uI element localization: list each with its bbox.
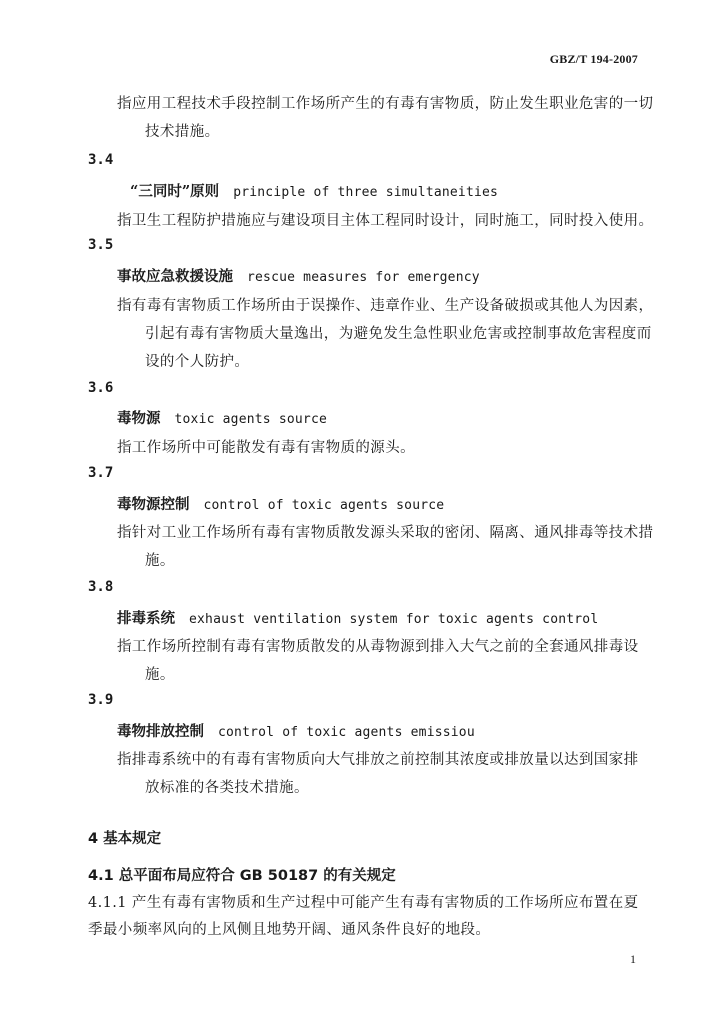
body-text-line <box>145 350 249 371</box>
clause-number <box>88 380 113 396</box>
clause-number <box>88 579 113 595</box>
term-english: principle of three simultaneities <box>233 185 499 200</box>
line-text: 指卫生工程防护措施应与建设项目主体工程同时设计，同时施工，同时投入使用。 <box>117 213 654 229</box>
line-text: 放标准的各类技术措施。 <box>145 780 309 796</box>
line-text: 3.5 <box>88 237 114 253</box>
term-english: control of toxic agents source <box>203 498 445 513</box>
line-text: 施。 <box>145 553 175 569</box>
term-chinese: 毒物排放控制 <box>117 723 204 740</box>
body-text-line <box>145 322 652 343</box>
term-english: exhaust ventilation system for toxic agents control <box>189 612 599 627</box>
line-text: 3.6 <box>88 380 114 396</box>
line-text: 季最小频率风向的上风侧且地势开阔、通风条件良好的地段。 <box>88 922 491 938</box>
clause-number <box>88 465 113 481</box>
clause-paragraph-line <box>88 891 639 912</box>
term-english: control of toxic agents emissiou <box>218 725 475 740</box>
body-text-line <box>145 120 220 141</box>
line-text: 指有毒有害物质工作场所由于误操作、违章作业、生产设备破损或其他人为因素， <box>117 298 654 314</box>
line-text: 指应用工程技术手段控制工作场所产生的有毒有害物质，防止发生职业危害的一切 <box>117 96 654 112</box>
term-heading <box>117 720 475 741</box>
body-text-line <box>145 663 175 684</box>
term-heading <box>117 265 480 286</box>
line-text: 3.4 <box>88 152 114 168</box>
term-english: rescue measures for emergency <box>247 270 480 285</box>
line-text: 指针对工业工作场所有毒有害物质散发源头采取的密闭、隔离、通风排毒等技术措 <box>117 525 654 541</box>
line-text: 指工作场所控制有毒有害物质散发的从毒物源到排入大气之前的全套通风排毒设 <box>117 639 639 655</box>
body-text-line <box>145 549 175 570</box>
term-chinese: 事故应急救援设施 <box>117 268 233 285</box>
clause-number <box>88 152 113 168</box>
term-heading <box>130 180 498 201</box>
page-number: 1 <box>630 952 636 966</box>
section-heading <box>88 827 161 848</box>
body-text-line <box>117 209 653 230</box>
body-text-line <box>145 776 309 797</box>
line-text: 4.1.1 产生有毒有害物质和生产过程中可能产生有毒有害物质的工作场所应布置在夏 <box>88 895 639 911</box>
body-text-line <box>117 436 415 457</box>
subsection-heading <box>88 864 396 885</box>
body-text-line <box>117 635 639 656</box>
body-text-line <box>117 92 653 113</box>
term-english: toxic agents source <box>174 412 328 427</box>
term-heading <box>117 607 598 628</box>
line-text: 设的个人防护。 <box>145 354 250 370</box>
document-code-header: GBZ/T 194-2007 <box>549 52 638 66</box>
line-text: 3.8 <box>88 579 114 595</box>
clause-paragraph-line <box>88 918 490 939</box>
line-text: 4 基本规定 <box>88 831 162 847</box>
body-text-line <box>117 294 653 315</box>
term-heading <box>117 493 444 514</box>
body-text-line <box>117 748 639 769</box>
body-text-line <box>117 521 653 542</box>
term-chinese: 毒物源控制 <box>117 496 190 513</box>
line-text: 施。 <box>145 667 175 683</box>
clause-number <box>88 692 113 708</box>
line-text: 4.1 总平面布局应符合 GB 50187 的有关规定 <box>88 868 396 884</box>
line-text: 指排毒系统中的有毒有害物质向大气排放之前控制其浓度或排放量以达到国家排 <box>117 752 639 768</box>
term-chinese: 毒物源 <box>117 410 161 427</box>
line-text: 引起有毒有害物质大量逸出，为避免发生急性职业危害或控制事故危害程度而 <box>145 326 652 342</box>
line-text: 3.9 <box>88 692 114 708</box>
line-text: 技术措施。 <box>145 124 220 140</box>
term-chinese: “三同时”原则 <box>130 183 220 200</box>
line-text: 指工作场所中可能散发有毒有害物质的源头。 <box>117 440 415 456</box>
clause-number <box>88 237 113 253</box>
line-text: 3.7 <box>88 465 114 481</box>
term-chinese: 排毒系统 <box>117 610 175 627</box>
term-heading <box>117 407 327 428</box>
